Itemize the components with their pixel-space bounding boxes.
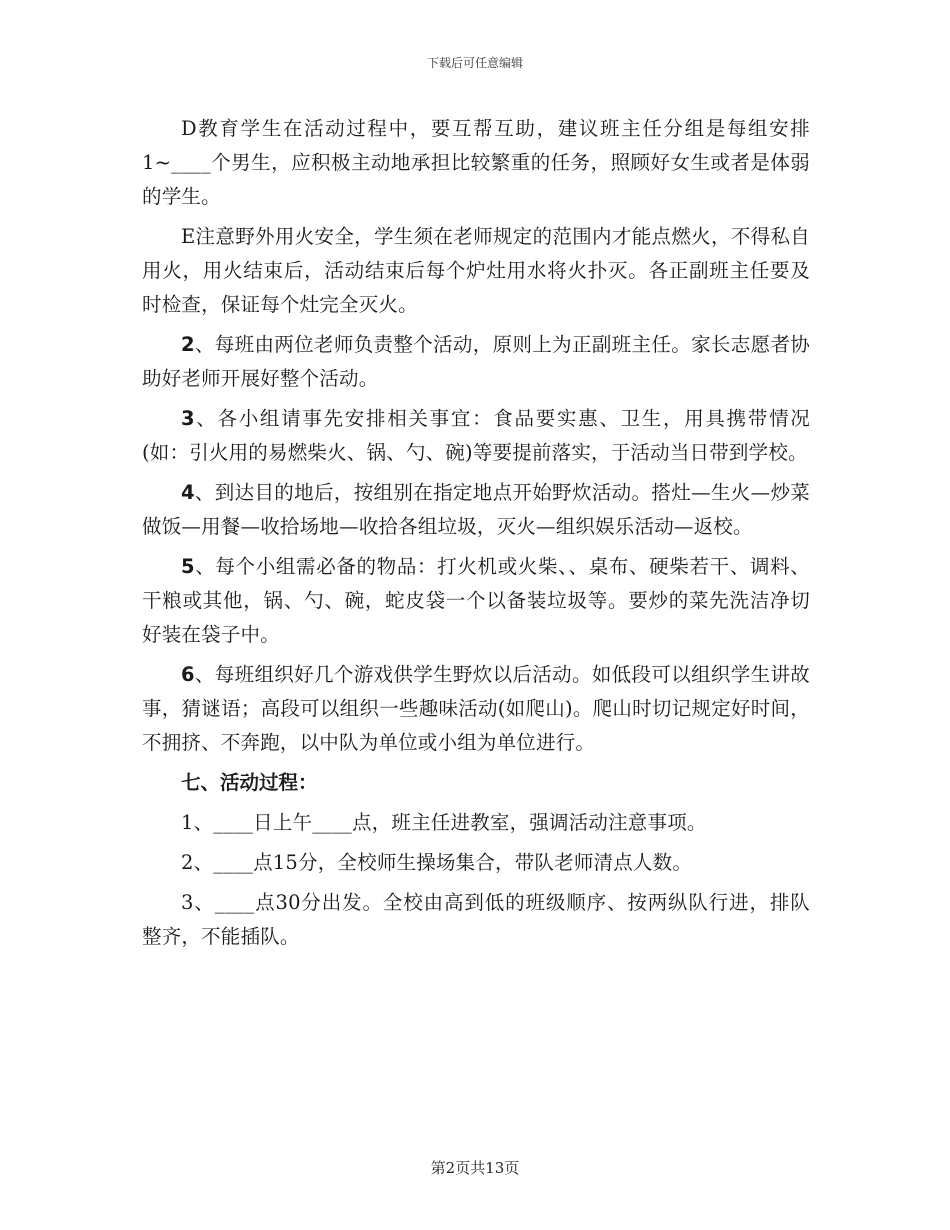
paragraph-text: 、每班组织好几个游戏供学生野炊以后活动。如低段可以组织学生讲故事，猜谜语；高段可以组织一些趣味活动(如爬山)。爬山时切记规定好时间，不拥挤、不奔跑，以中队为单位或小组为单位进行。 [142, 663, 810, 754]
section-heading: 七、活动过程： [181, 771, 318, 794]
paragraph-text: E注意野外用火安全，学生须在老师规定的范围内才能点燃火，不得私自用火，用火结束后，活动结束后每个炉灶用水将火扑灭。各正副班主任要及时检查，保证每个灶完全灭火。 [142, 225, 810, 316]
paragraph-2 [142, 328, 810, 396]
paragraph-text: 、到达目的地后，按组别在指定地点开始野炊活动。搭灶—生火—炒菜做饭—用餐—收拾场地—收拾各组垃圾，灭火—组织娱乐活动—返校。 [142, 481, 810, 538]
paragraph-text: 、每班由两位老师负责整个活动，原则上为正副班主任。家长志愿者协助好老师开展好整个活动。 [142, 333, 810, 390]
step-1: 1、____日上午____点，班主任进教室，强调活动注意事项。 [181, 811, 707, 834]
document-body [142, 112, 810, 960]
paragraph-5 [142, 550, 810, 652]
paragraph-e [142, 220, 810, 322]
paragraph-3 [142, 402, 810, 470]
paragraph-number: 6 [181, 663, 195, 686]
step-3: 3、____点30分出发。全校由高到低的班级顺序、按两纵队行进，排队整齐，不能插队。 [142, 891, 810, 948]
paragraph-4 [142, 476, 810, 544]
paragraph-number: 2 [181, 333, 195, 356]
paragraph-number: 3 [181, 407, 195, 430]
paragraph-6 [142, 658, 810, 760]
paragraph-number: 5 [181, 555, 195, 578]
paragraph-text: 、每个小组需必备的物品：打火机或火柴、、桌布、硬柴若干、调料、干粮或其他，锅、勺、碗，蛇皮袋一个以备装垃圾等。要炒的菜先洗洁净切好装在袋子中。 [142, 555, 810, 646]
paragraph-text: 、各小组请事先安排相关事宜：食品要实惠、卫生，用具携带情况(如：引火用的易燃柴火、锅、勺、碗)等要提前落实，于活动当日带到学校。 [142, 407, 810, 464]
step-2: 2、____点15分，全校师生操场集合，带队老师清点人数。 [181, 851, 693, 874]
paragraph-number: 4 [181, 481, 195, 504]
page-number-footer: 第2页共13页 [430, 1159, 520, 1177]
page-header: 下载后可任意编辑 [426, 56, 523, 70]
paragraph-d [142, 112, 810, 214]
paragraph-text: D教育学生在活动过程中，要互帮互助，建议班主任分组是每组安排1~____个男生，应积极主动地承担比较繁重的任务，照顾好女生或者是体弱的学生。 [142, 117, 810, 208]
